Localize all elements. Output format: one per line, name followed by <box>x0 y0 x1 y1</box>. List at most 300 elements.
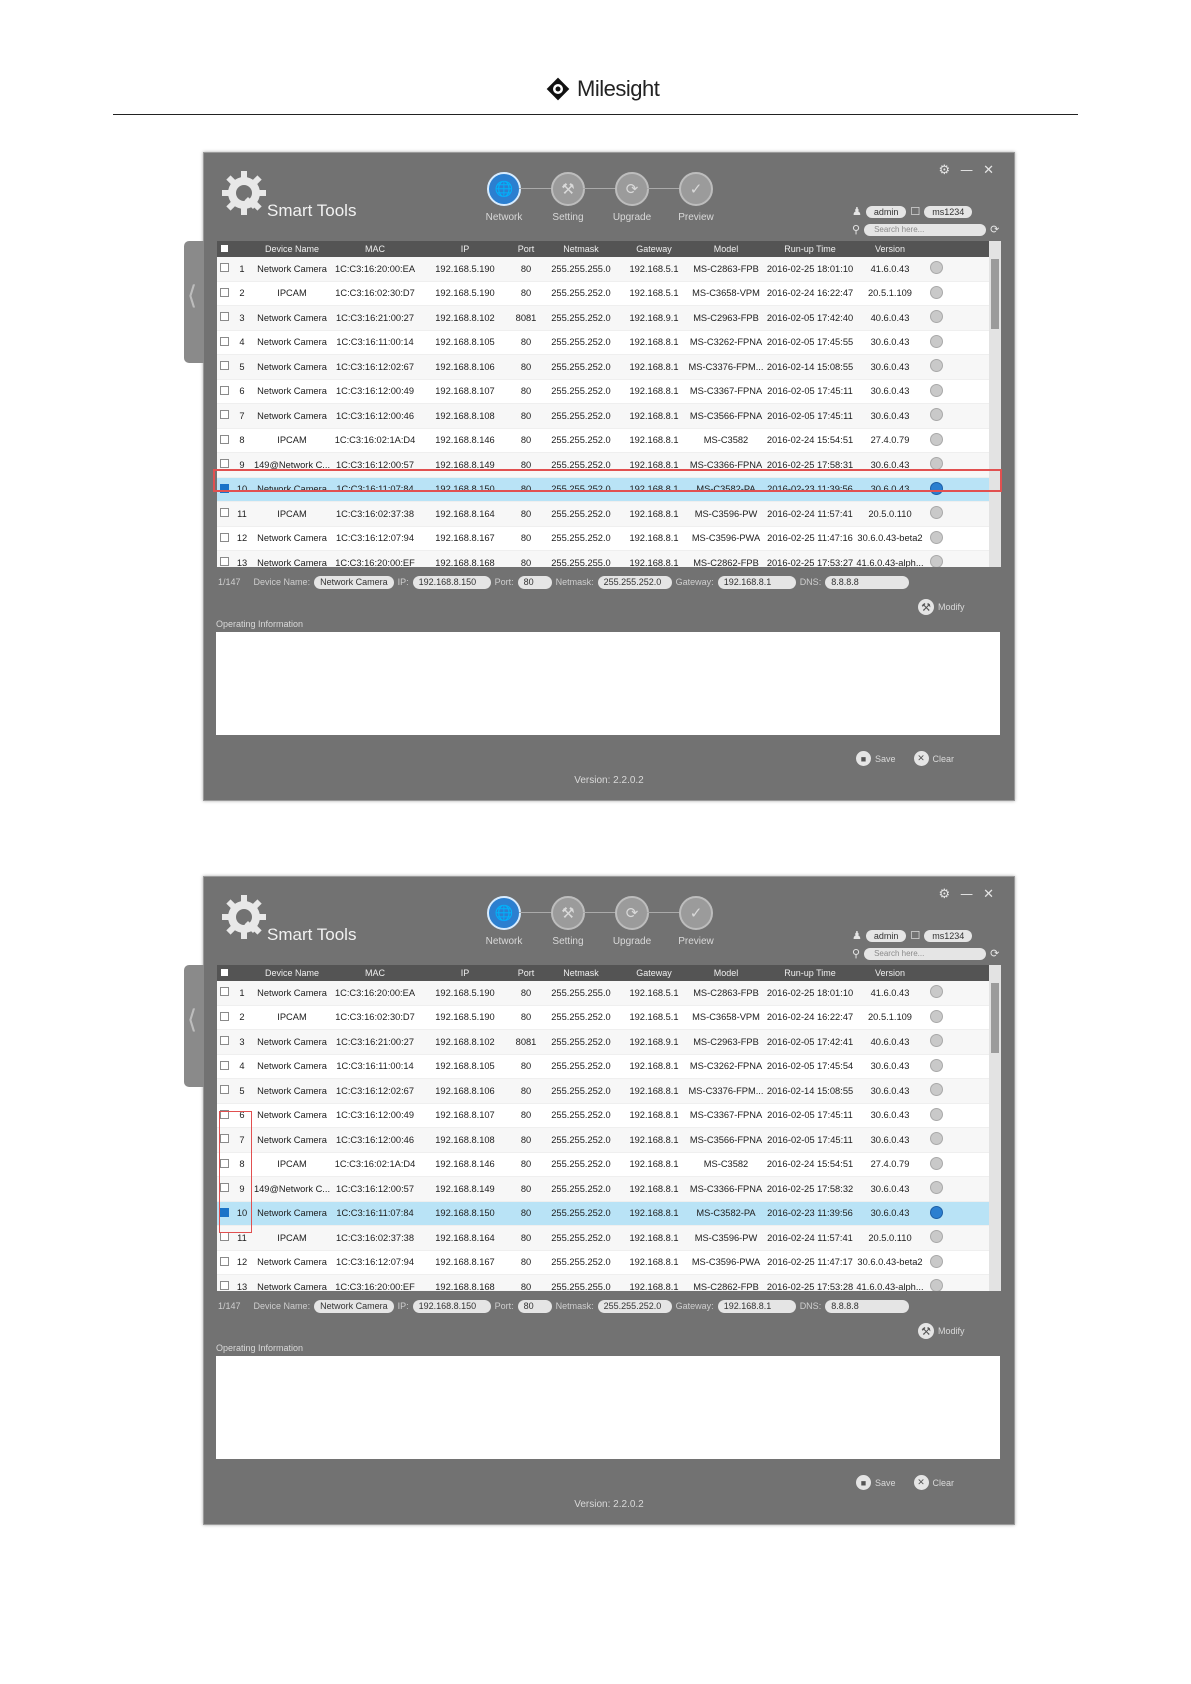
row-index: 2 <box>239 288 245 299</box>
row-checkbox[interactable] <box>220 1036 229 1045</box>
preview-icon: ✓ <box>679 172 713 206</box>
column-header[interactable]: Run-up Time <box>784 968 836 978</box>
gear-magnifier-icon <box>220 893 268 941</box>
table-cell: 30.6.0.43 <box>870 1183 910 1194</box>
tools-icon: ⚒ <box>551 896 585 930</box>
table-cell: 192.168.8.149 <box>435 1183 495 1194</box>
open-web-icon[interactable] <box>930 1206 943 1219</box>
select-all-checkbox[interactable] <box>221 969 228 976</box>
table-cell: 80 <box>520 1257 532 1268</box>
table-cell: 80 <box>520 435 532 446</box>
table-cell: 80 <box>520 410 532 421</box>
row-index: 1 <box>239 263 245 274</box>
table-cell: 1C:C3:16:12:07:94 <box>335 533 415 544</box>
column-header[interactable]: Netmask <box>563 244 599 254</box>
row-index: 6 <box>239 1110 245 1121</box>
open-web-icon[interactable] <box>930 384 943 397</box>
table-cell: MS-C3566-FPNA <box>689 1134 763 1145</box>
tab-preview[interactable] <box>666 172 726 223</box>
table-cell: 192.168.8.1 <box>629 435 679 446</box>
smart-tools-window-2 <box>187 876 1015 1525</box>
device-name-field[interactable]: Network Camera <box>314 1300 394 1313</box>
minimize-icon[interactable]: — <box>960 163 974 178</box>
row-checkbox[interactable] <box>220 557 229 566</box>
settings-gear-icon[interactable]: ⚙ <box>938 163 951 178</box>
table-cell: 192.168.8.102 <box>435 312 495 323</box>
table-cell: 80 <box>520 1159 532 1170</box>
table-row[interactable] <box>217 1079 1001 1104</box>
row-index: 11 <box>237 508 247 519</box>
ip-field[interactable]: 192.168.8.150 <box>413 1300 491 1313</box>
column-header[interactable]: MAC <box>365 244 385 254</box>
table-cell: 2016-02-05 17:42:41 <box>766 1036 854 1047</box>
table-cell: IPCAM <box>277 1159 307 1170</box>
tab-setting[interactable] <box>538 172 598 223</box>
table-cell: MS-C3262-FPNA <box>689 337 763 348</box>
table-cell: MS-C3596-PWA <box>691 1257 761 1268</box>
gear-magnifier-icon <box>220 169 268 217</box>
select-all-checkbox[interactable] <box>221 245 228 252</box>
table-cell: 192.168.8.108 <box>435 1134 495 1145</box>
row-checkbox[interactable] <box>220 533 229 542</box>
table-cell: 192.168.8.102 <box>435 1036 495 1047</box>
table-row[interactable] <box>217 527 1001 552</box>
table-row[interactable] <box>217 429 1001 454</box>
username-field[interactable]: admin <box>866 206 907 218</box>
table-cell: 2016-02-05 17:45:11 <box>767 1134 853 1145</box>
table-cell: 2016-02-14 15:08:55 <box>766 1085 854 1096</box>
open-web-icon[interactable] <box>930 1181 943 1194</box>
table-cell: 30.6.0.43 <box>870 337 910 348</box>
table-cell: 255.255.252.0 <box>551 1232 611 1243</box>
table-cell: 80 <box>520 386 532 397</box>
search-input[interactable]: Search here... <box>864 224 986 236</box>
table-cell: Network Camera <box>257 1257 327 1268</box>
tab-network[interactable] <box>474 896 534 947</box>
table-row[interactable] <box>217 355 1001 380</box>
table-cell: 255.255.252.0 <box>551 533 611 544</box>
table-cell: 20.5.1.109 <box>868 288 912 299</box>
close-icon[interactable]: ✕ <box>983 163 994 178</box>
table-cell: Network Camera <box>257 987 327 998</box>
row-index: 7 <box>239 410 245 421</box>
table-cell: 2016-02-24 11:57:41 <box>767 1232 853 1243</box>
table-cell: 255.255.252.0 <box>551 288 611 299</box>
table-cell: 30.6.0.43 <box>870 410 910 421</box>
save-button[interactable] <box>856 751 896 766</box>
table-cell: 1C:C3:16:11:00:14 <box>336 1061 414 1072</box>
row-checkbox[interactable] <box>220 337 229 346</box>
save-icon: ■ <box>856 751 871 766</box>
modify-button[interactable] <box>918 599 965 615</box>
table-cell: 1C:C3:16:12:00:49 <box>335 1110 415 1121</box>
table-row[interactable] <box>217 1055 1001 1080</box>
row-index: 2 <box>239 1012 245 1023</box>
table-cell: 2016-02-25 17:58:32 <box>766 1183 854 1194</box>
open-web-icon[interactable] <box>930 1230 943 1243</box>
bottom-actions <box>856 1475 954 1490</box>
table-cell: 2016-02-23 11:39:56 <box>767 484 853 495</box>
table-row[interactable] <box>217 306 1001 331</box>
dns-label: DNS: <box>799 1301 822 1311</box>
tab-preview[interactable] <box>666 896 726 947</box>
column-header[interactable]: Netmask <box>563 968 599 978</box>
table-cell: 80 <box>520 508 532 519</box>
table-cell: 2016-02-24 16:22:47 <box>766 288 854 299</box>
open-web-icon[interactable] <box>930 335 943 348</box>
table-cell: 192.168.5.1 <box>629 288 679 299</box>
device-name-field[interactable]: Network Camera <box>314 576 394 589</box>
clear-button[interactable] <box>914 1475 955 1490</box>
open-web-icon[interactable] <box>930 359 943 372</box>
row-index: 10 <box>236 1208 248 1219</box>
table-cell: 255.255.252.0 <box>551 435 611 446</box>
password-field[interactable]: ms1234 <box>924 930 972 942</box>
table-cell: 2016-02-24 15:54:51 <box>766 435 854 446</box>
open-web-icon[interactable] <box>930 261 943 274</box>
minimize-icon[interactable]: — <box>960 887 974 902</box>
table-row[interactable] <box>217 380 1001 405</box>
table-cell: 80 <box>520 1110 532 1121</box>
column-header[interactable]: Run-up Time <box>784 244 836 254</box>
table-cell: 1C:C3:16:20:00:EA <box>334 263 416 274</box>
open-web-icon[interactable] <box>930 1083 943 1096</box>
gateway-field[interactable]: 192.168.8.1 <box>718 1300 796 1313</box>
table-cell: 1C:C3:16:20:00:EF <box>335 557 415 567</box>
column-header[interactable]: Device Name <box>264 244 320 254</box>
open-web-icon[interactable] <box>930 1059 943 1072</box>
column-header[interactable]: Model <box>713 968 739 978</box>
table-row[interactable] <box>217 1006 1001 1031</box>
table-cell: 2016-02-05 17:45:11 <box>767 410 853 421</box>
table-cell: 192.168.8.168 <box>435 1281 495 1291</box>
search-input[interactable]: Search here... <box>864 948 986 960</box>
table-cell: 8081 <box>515 1036 537 1047</box>
smart-tools-logo <box>220 169 268 221</box>
table-cell: MS-C3367-FPNA <box>689 1110 763 1121</box>
row-index: 4 <box>239 1061 245 1072</box>
column-header[interactable]: IP <box>460 968 470 978</box>
device-name-label: Device Name: <box>253 1301 311 1311</box>
table-cell: 1C:C3:16:12:02:67 <box>335 361 415 372</box>
table-cell: 192.168.8.1 <box>629 1281 679 1291</box>
table-cell: MS-C3658-VPM <box>692 288 760 299</box>
table-cell: 80 <box>520 533 532 544</box>
row-checkbox[interactable] <box>220 288 229 297</box>
row-checkbox[interactable] <box>220 386 229 395</box>
row-checkbox[interactable] <box>220 1085 229 1094</box>
row-checkbox[interactable] <box>220 459 229 468</box>
netmask-label: Netmask: <box>555 577 594 587</box>
table-cell: 41.6.0.43-alph... <box>856 557 924 567</box>
table-cell: 80 <box>520 1061 532 1072</box>
table-cell: MS-C3566-FPNA <box>689 410 763 421</box>
table-cell: 30.6.0.43-beta2 <box>857 533 923 544</box>
table-row[interactable] <box>217 1153 1001 1178</box>
table-cell: MS-C3366-FPNA <box>689 1183 763 1194</box>
operating-info-log <box>216 632 1000 735</box>
operating-info-log <box>216 1356 1000 1459</box>
table-cell: 192.168.5.190 <box>435 1012 495 1023</box>
open-web-icon[interactable] <box>930 1010 943 1023</box>
search-bar <box>852 223 999 236</box>
table-cell: 20.5.1.109 <box>868 1012 912 1023</box>
port-label: Port: <box>494 577 514 587</box>
table-row[interactable] <box>217 1030 1001 1055</box>
table-cell: Network Camera <box>257 1281 327 1291</box>
table-cell: Network Camera <box>257 1208 327 1219</box>
clear-icon: ✕ <box>914 751 929 766</box>
table-cell: 192.168.5.1 <box>629 987 679 998</box>
column-header[interactable]: Port <box>517 244 535 254</box>
row-checkbox[interactable] <box>220 987 229 996</box>
table-cell: Network Camera <box>257 1085 327 1096</box>
row-checkbox[interactable] <box>220 1061 229 1070</box>
row-index: 4 <box>239 337 245 348</box>
row-index: 12 <box>236 533 248 544</box>
version-label: Version: 2.2.0.2 <box>574 1499 644 1510</box>
table-row[interactable] <box>217 1226 1001 1251</box>
table-row[interactable] <box>217 404 1001 429</box>
table-cell: 41.6.0.43 <box>870 263 910 274</box>
table-row[interactable] <box>217 1251 1001 1276</box>
table-cell: 2016-02-05 17:45:11 <box>767 386 853 397</box>
table-cell: 30.6.0.43 <box>870 1110 910 1121</box>
tab-network[interactable] <box>474 172 534 223</box>
table-cell: 2016-02-25 18:01:10 <box>766 263 854 274</box>
save-label: Save <box>875 1477 896 1488</box>
table-cell: Network Camera <box>257 484 327 495</box>
step-label: Upgrade <box>612 212 652 223</box>
table-cell: 192.168.8.106 <box>435 361 495 372</box>
table-cell: 40.6.0.43 <box>870 312 910 323</box>
row-checkbox[interactable] <box>220 1232 229 1241</box>
tab-setting[interactable] <box>538 896 598 947</box>
table-cell: 192.168.8.1 <box>629 484 679 495</box>
table-cell: 192.168.8.1 <box>629 1257 679 1268</box>
table-cell: 255.255.252.0 <box>551 1110 611 1121</box>
column-header[interactable]: Version <box>874 968 906 978</box>
table-cell: 1C:C3:16:21:00:27 <box>335 1036 415 1047</box>
table-scrollbar[interactable] <box>989 241 1001 567</box>
row-checkbox[interactable] <box>220 435 229 444</box>
port-field[interactable]: 80 <box>518 576 552 589</box>
username-field[interactable]: admin <box>866 930 907 942</box>
table-cell: 1C:C3:16:11:00:14 <box>336 337 414 348</box>
modify-button[interactable] <box>918 1323 965 1339</box>
table-row[interactable] <box>217 257 1001 282</box>
table-cell: 192.168.8.1 <box>629 1183 679 1194</box>
table-row[interactable] <box>217 1104 1001 1129</box>
brand-name: Milesight <box>577 76 660 101</box>
table-cell: 192.168.8.1 <box>629 1085 679 1096</box>
table-cell: IPCAM <box>277 508 307 519</box>
password-field[interactable]: ms1234 <box>924 206 972 218</box>
table-cell: IPCAM <box>277 435 307 446</box>
column-header[interactable]: IP <box>460 244 470 254</box>
close-icon[interactable]: ✕ <box>983 887 994 902</box>
table-cell: 20.5.0.110 <box>868 1232 912 1243</box>
open-web-icon[interactable] <box>930 286 943 299</box>
row-checkbox[interactable] <box>220 508 229 517</box>
table-cell: 80 <box>520 1134 532 1145</box>
row-checkbox[interactable] <box>220 312 229 321</box>
step-label: Preview <box>678 212 714 223</box>
dns-field[interactable]: 8.8.8.8 <box>825 576 909 589</box>
column-header[interactable]: Gateway <box>636 244 672 254</box>
table-cell: 255.255.252.0 <box>551 1208 611 1219</box>
lock-icon: ☐ <box>910 929 921 942</box>
table-cell: 2016-02-25 11:47:17 <box>767 1257 853 1268</box>
table-header <box>217 241 1001 257</box>
table-cell: MS-C3658-VPM <box>692 1012 760 1023</box>
open-web-icon[interactable] <box>930 985 943 998</box>
refresh-icon[interactable]: ⟳ <box>990 223 1000 236</box>
user-icon: ♟ <box>852 205 862 218</box>
column-header[interactable]: Device Name <box>264 968 320 978</box>
table-cell: MS-C3582 <box>703 1159 749 1170</box>
collapse-panel-tab[interactable] <box>184 241 204 363</box>
table-cell: 2016-02-05 17:45:11 <box>767 1110 853 1121</box>
row-index: 5 <box>239 1085 245 1096</box>
table-cell: 1C:C3:16:20:00:EA <box>334 987 416 998</box>
row-checkbox[interactable] <box>220 410 229 419</box>
row-index: 11 <box>237 1232 247 1243</box>
column-header[interactable]: Version <box>874 244 906 254</box>
device-table <box>217 241 1001 567</box>
open-web-icon[interactable] <box>930 1108 943 1121</box>
scrollbar-thumb[interactable] <box>991 983 999 1053</box>
tab-upgrade[interactable] <box>602 896 662 947</box>
table-cell: 192.168.8.150 <box>435 1208 495 1219</box>
column-header[interactable]: MAC <box>365 968 385 978</box>
table-row[interactable] <box>217 1202 1001 1227</box>
table-cell: 27.4.0.79 <box>870 1159 910 1170</box>
table-cell: Network Camera <box>257 533 327 544</box>
open-web-icon[interactable] <box>930 310 943 323</box>
table-row[interactable] <box>217 1275 1001 1291</box>
table-cell: 192.168.8.1 <box>629 1232 679 1243</box>
lock-icon: ☐ <box>910 205 921 218</box>
table-cell: 192.168.8.164 <box>435 1232 495 1243</box>
dns-field[interactable]: 8.8.8.8 <box>825 1300 909 1313</box>
wizard-steps <box>474 896 734 956</box>
table-row[interactable] <box>217 551 1001 567</box>
table-cell: 27.4.0.79 <box>870 435 910 446</box>
table-cell: 192.168.9.1 <box>629 1036 679 1047</box>
open-web-icon[interactable] <box>930 506 943 519</box>
row-index: 13 <box>236 1281 248 1291</box>
table-cell: 2016-02-24 15:54:51 <box>766 1159 854 1170</box>
table-cell: 192.168.5.1 <box>629 263 679 274</box>
table-cell: 255.255.252.0 <box>551 410 611 421</box>
row-checkbox[interactable] <box>220 1281 229 1290</box>
ip-field[interactable]: 192.168.8.150 <box>413 576 491 589</box>
table-cell: 255.255.252.0 <box>551 459 611 470</box>
table-row[interactable] <box>217 282 1001 307</box>
open-web-icon[interactable] <box>930 1132 943 1145</box>
tab-upgrade[interactable] <box>602 172 662 223</box>
table-cell: 255.255.252.0 <box>551 1183 611 1194</box>
save-button[interactable] <box>856 1475 896 1490</box>
row-index: 9 <box>239 459 245 470</box>
table-cell: Network Camera <box>257 361 327 372</box>
table-row[interactable] <box>217 331 1001 356</box>
table-row[interactable] <box>217 1177 1001 1202</box>
collapse-panel-tab[interactable] <box>184 965 204 1087</box>
upgrade-icon: ⟳ <box>615 896 649 930</box>
open-web-icon[interactable] <box>930 433 943 446</box>
table-cell: 41.6.0.43-alph... <box>856 1281 924 1291</box>
open-web-icon[interactable] <box>930 531 943 544</box>
netmask-field[interactable]: 255.255.252.0 <box>598 576 672 589</box>
open-web-icon[interactable] <box>930 1279 943 1291</box>
table-cell: IPCAM <box>277 1232 307 1243</box>
row-checkbox[interactable] <box>220 1012 229 1021</box>
open-web-icon[interactable] <box>930 1034 943 1047</box>
dns-label: DNS: <box>799 577 822 587</box>
table-cell: Network Camera <box>257 263 327 274</box>
globe-icon: 🌐 <box>487 896 521 930</box>
open-web-icon[interactable] <box>930 1157 943 1170</box>
column-header[interactable]: Gateway <box>636 968 672 978</box>
open-web-icon[interactable] <box>930 408 943 421</box>
tools-icon: ⚒ <box>918 599 934 615</box>
netmask-field[interactable]: 255.255.252.0 <box>598 1300 672 1313</box>
table-cell: 1C:C3:16:12:00:57 <box>335 1183 415 1194</box>
table-cell: 149@Network C... <box>253 1183 331 1194</box>
table-cell: MS-C3367-FPNA <box>689 386 763 397</box>
table-row[interactable] <box>217 1128 1001 1153</box>
row-checkbox[interactable] <box>220 1257 229 1266</box>
table-cell: 80 <box>520 361 532 372</box>
table-cell: 255.255.252.0 <box>551 1159 611 1170</box>
table-cell: 80 <box>520 1085 532 1096</box>
refresh-icon[interactable]: ⟳ <box>990 947 1000 960</box>
table-cell: 192.168.8.150 <box>435 484 495 495</box>
table-cell: 192.168.8.1 <box>629 1208 679 1219</box>
table-scrollbar[interactable] <box>989 965 1001 1291</box>
table-cell: 80 <box>520 288 532 299</box>
table-cell: 2016-02-25 17:58:31 <box>766 459 854 470</box>
table-cell: 80 <box>520 557 532 567</box>
save-icon: ■ <box>856 1475 871 1490</box>
table-row[interactable] <box>217 502 1001 527</box>
table-cell: 149@Network C... <box>253 459 331 470</box>
table-cell: MS-C2863-FPB <box>693 987 759 998</box>
port-field[interactable]: 80 <box>518 1300 552 1313</box>
row-checkbox[interactable] <box>220 263 229 272</box>
settings-gear-icon[interactable]: ⚙ <box>938 887 951 902</box>
device-count: 1/147 <box>218 577 241 587</box>
open-web-icon[interactable] <box>930 1255 943 1268</box>
search-icon: ⚲ <box>852 947 861 960</box>
scrollbar-thumb[interactable] <box>991 259 999 329</box>
table-cell: MS-C3582 <box>703 435 749 446</box>
row-checkbox[interactable] <box>220 361 229 370</box>
clear-button[interactable] <box>914 751 955 766</box>
column-header[interactable]: Model <box>713 244 739 254</box>
table-cell: Network Camera <box>257 410 327 421</box>
gateway-field[interactable]: 192.168.8.1 <box>718 576 796 589</box>
smart-tools-logo <box>220 893 268 945</box>
open-web-icon[interactable] <box>930 555 943 567</box>
table-cell: 30.6.0.43 <box>870 1208 910 1219</box>
column-header[interactable]: Port <box>517 968 535 978</box>
table-cell: 1C:C3:16:02:37:38 <box>335 508 415 519</box>
row-index: 5 <box>239 361 245 372</box>
table-row[interactable] <box>217 981 1001 1006</box>
